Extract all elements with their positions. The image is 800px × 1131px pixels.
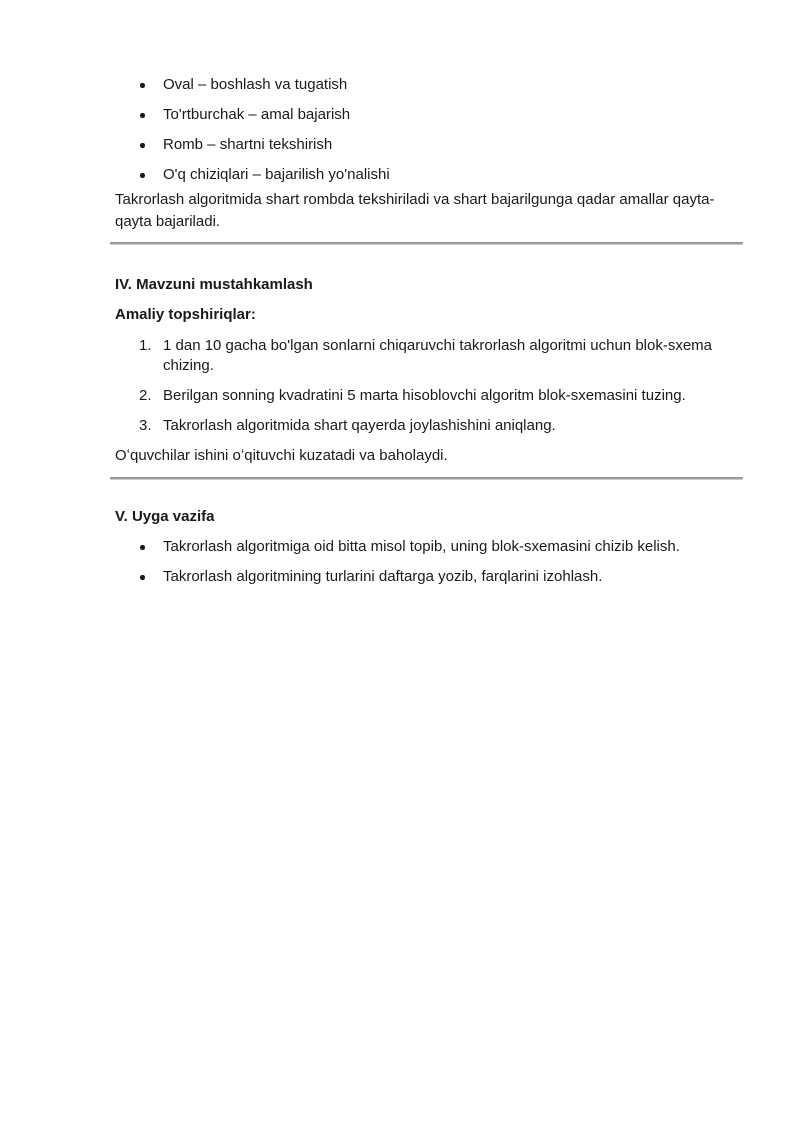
list-item-text: To'rtburchak – amal bajarish bbox=[163, 106, 351, 123]
list-item-text: Takrorlash algoritmining turlarini daftarga yozib, farqlarini izohlash. bbox=[163, 568, 603, 585]
homework-bullet-list bbox=[115, 537, 743, 587]
bullet-icon bbox=[140, 143, 145, 148]
list-item-text: 1 dan 10 gacha bo'lgan sonlarni chiqaruvchi takrorlash algoritmi uchun blok-sxema chizing. bbox=[163, 337, 713, 374]
list-item-text: Berilgan sonning kvadratini 5 marta hisoblovchi algoritm blok-sxemasini tuzing. bbox=[163, 387, 686, 404]
list-number: 3. bbox=[139, 417, 152, 434]
practical-tasks-subheading: Amaliy topshiriqlar: bbox=[115, 306, 256, 323]
list-item-text: O'q chiziqlari – bajarilish yo'nalishi bbox=[163, 166, 390, 183]
list-item bbox=[115, 105, 743, 125]
list-item bbox=[115, 165, 743, 185]
bullet-icon bbox=[140, 83, 145, 88]
list-item-text: Romb – shartni tekshirish bbox=[163, 136, 333, 153]
list-item bbox=[115, 336, 743, 376]
bullet-icon bbox=[140, 575, 145, 580]
section-iv-heading: IV. Mavzuni mustahkamlash bbox=[115, 276, 313, 293]
bullet-icon bbox=[140, 113, 145, 118]
list-item bbox=[115, 537, 743, 557]
list-number: 2. bbox=[139, 387, 152, 404]
list-item bbox=[115, 386, 743, 406]
horizontal-rule bbox=[110, 242, 743, 245]
bullet-icon bbox=[140, 173, 145, 178]
section-iv-closing-paragraph: Oʻquvchilar ishini oʻqituvchi kuzatadi va baholaydi. bbox=[115, 447, 448, 464]
tasks-numbered-list bbox=[115, 336, 743, 436]
section-v-heading: V. Uyga vazifa bbox=[115, 508, 215, 525]
list-item bbox=[115, 75, 743, 95]
list-item-text: Takrorlash algoritmida shart qayerda joylashishini aniqlang. bbox=[163, 417, 556, 434]
list-item bbox=[115, 567, 743, 587]
shape-bullet-list bbox=[115, 75, 743, 185]
horizontal-rule bbox=[110, 477, 743, 480]
list-item bbox=[115, 135, 743, 155]
bullet-icon bbox=[140, 545, 145, 550]
list-item-text: Takrorlash algoritmiga oid bitta misol topib, uning blok-sxemasini chizib kelish. bbox=[163, 538, 680, 555]
list-item bbox=[115, 416, 743, 436]
list-item-text: Oval – boshlash va tugatish bbox=[163, 76, 348, 93]
intro-paragraph: Takrorlash algoritmida shart rombda tekshiriladi va shart bajarilgunga qadar amallar qayta-qayta bajariladi. bbox=[115, 191, 715, 230]
list-number: 1. bbox=[139, 337, 152, 354]
